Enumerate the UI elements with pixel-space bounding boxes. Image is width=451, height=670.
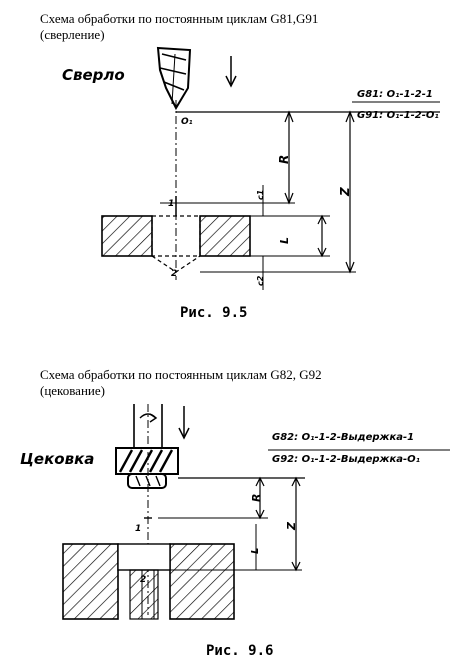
fig1-dim-c1: c1 [256,189,265,200]
fig1-point2: 2 [171,269,178,279]
fig1-tool-label: Сверло [62,66,125,84]
fig1-dim-r: R [277,154,291,164]
fig1-origin-label: O₁ [181,117,193,127]
fig2-caption-line1: Схема обработки по постоянным циклам G82, G92 [40,367,322,382]
fig1-point1: 1 [168,199,175,209]
fig2-point2: 2 [140,575,147,585]
fig1-drilling-diagram [0,40,451,340]
fig2-tool-label: Цековка [20,450,95,468]
fig2-dim-r: R [250,493,263,502]
fig1-cycle-g91: G91: O₁-1-2-O₁ [357,110,439,121]
fig2-counterbore-diagram [0,400,451,640]
feed-arrow-icon [179,406,189,438]
drill-bit-icon [158,48,190,108]
fig1-dim-l: L [278,236,291,244]
fig1-caption-line1: Схема обработки по постоянным циклам G81,G91 [40,11,319,26]
fig2-dim-l: L [250,547,261,554]
fig1-dim-z: Z [338,187,352,196]
fig2-cycle-g82: G82: O₁-1-2-Выдержка-1 [272,432,415,443]
feed-arrow-icon [226,56,236,86]
fig2-workpiece [63,544,234,619]
counterbore-tool-icon [116,404,178,488]
fig2-caption-line2: (цекование) [40,383,105,398]
fig1-caption-line2: (сверление) [40,27,105,42]
fig1-dim-c2: c2 [256,275,265,286]
fig2-cycle-g92: G92: O₁-1-2-Выдержка-O₁ [272,454,421,465]
fig2-dim-z: Z [285,522,298,530]
fig1-figure-label: Рис. 9.5 [180,305,248,321]
fig2-point1: 1 [135,524,142,534]
fig1-cycle-g81: G81: O₁-1-2-1 [357,89,433,100]
fig2-figure-label: Рис. 9.6 [206,643,274,659]
